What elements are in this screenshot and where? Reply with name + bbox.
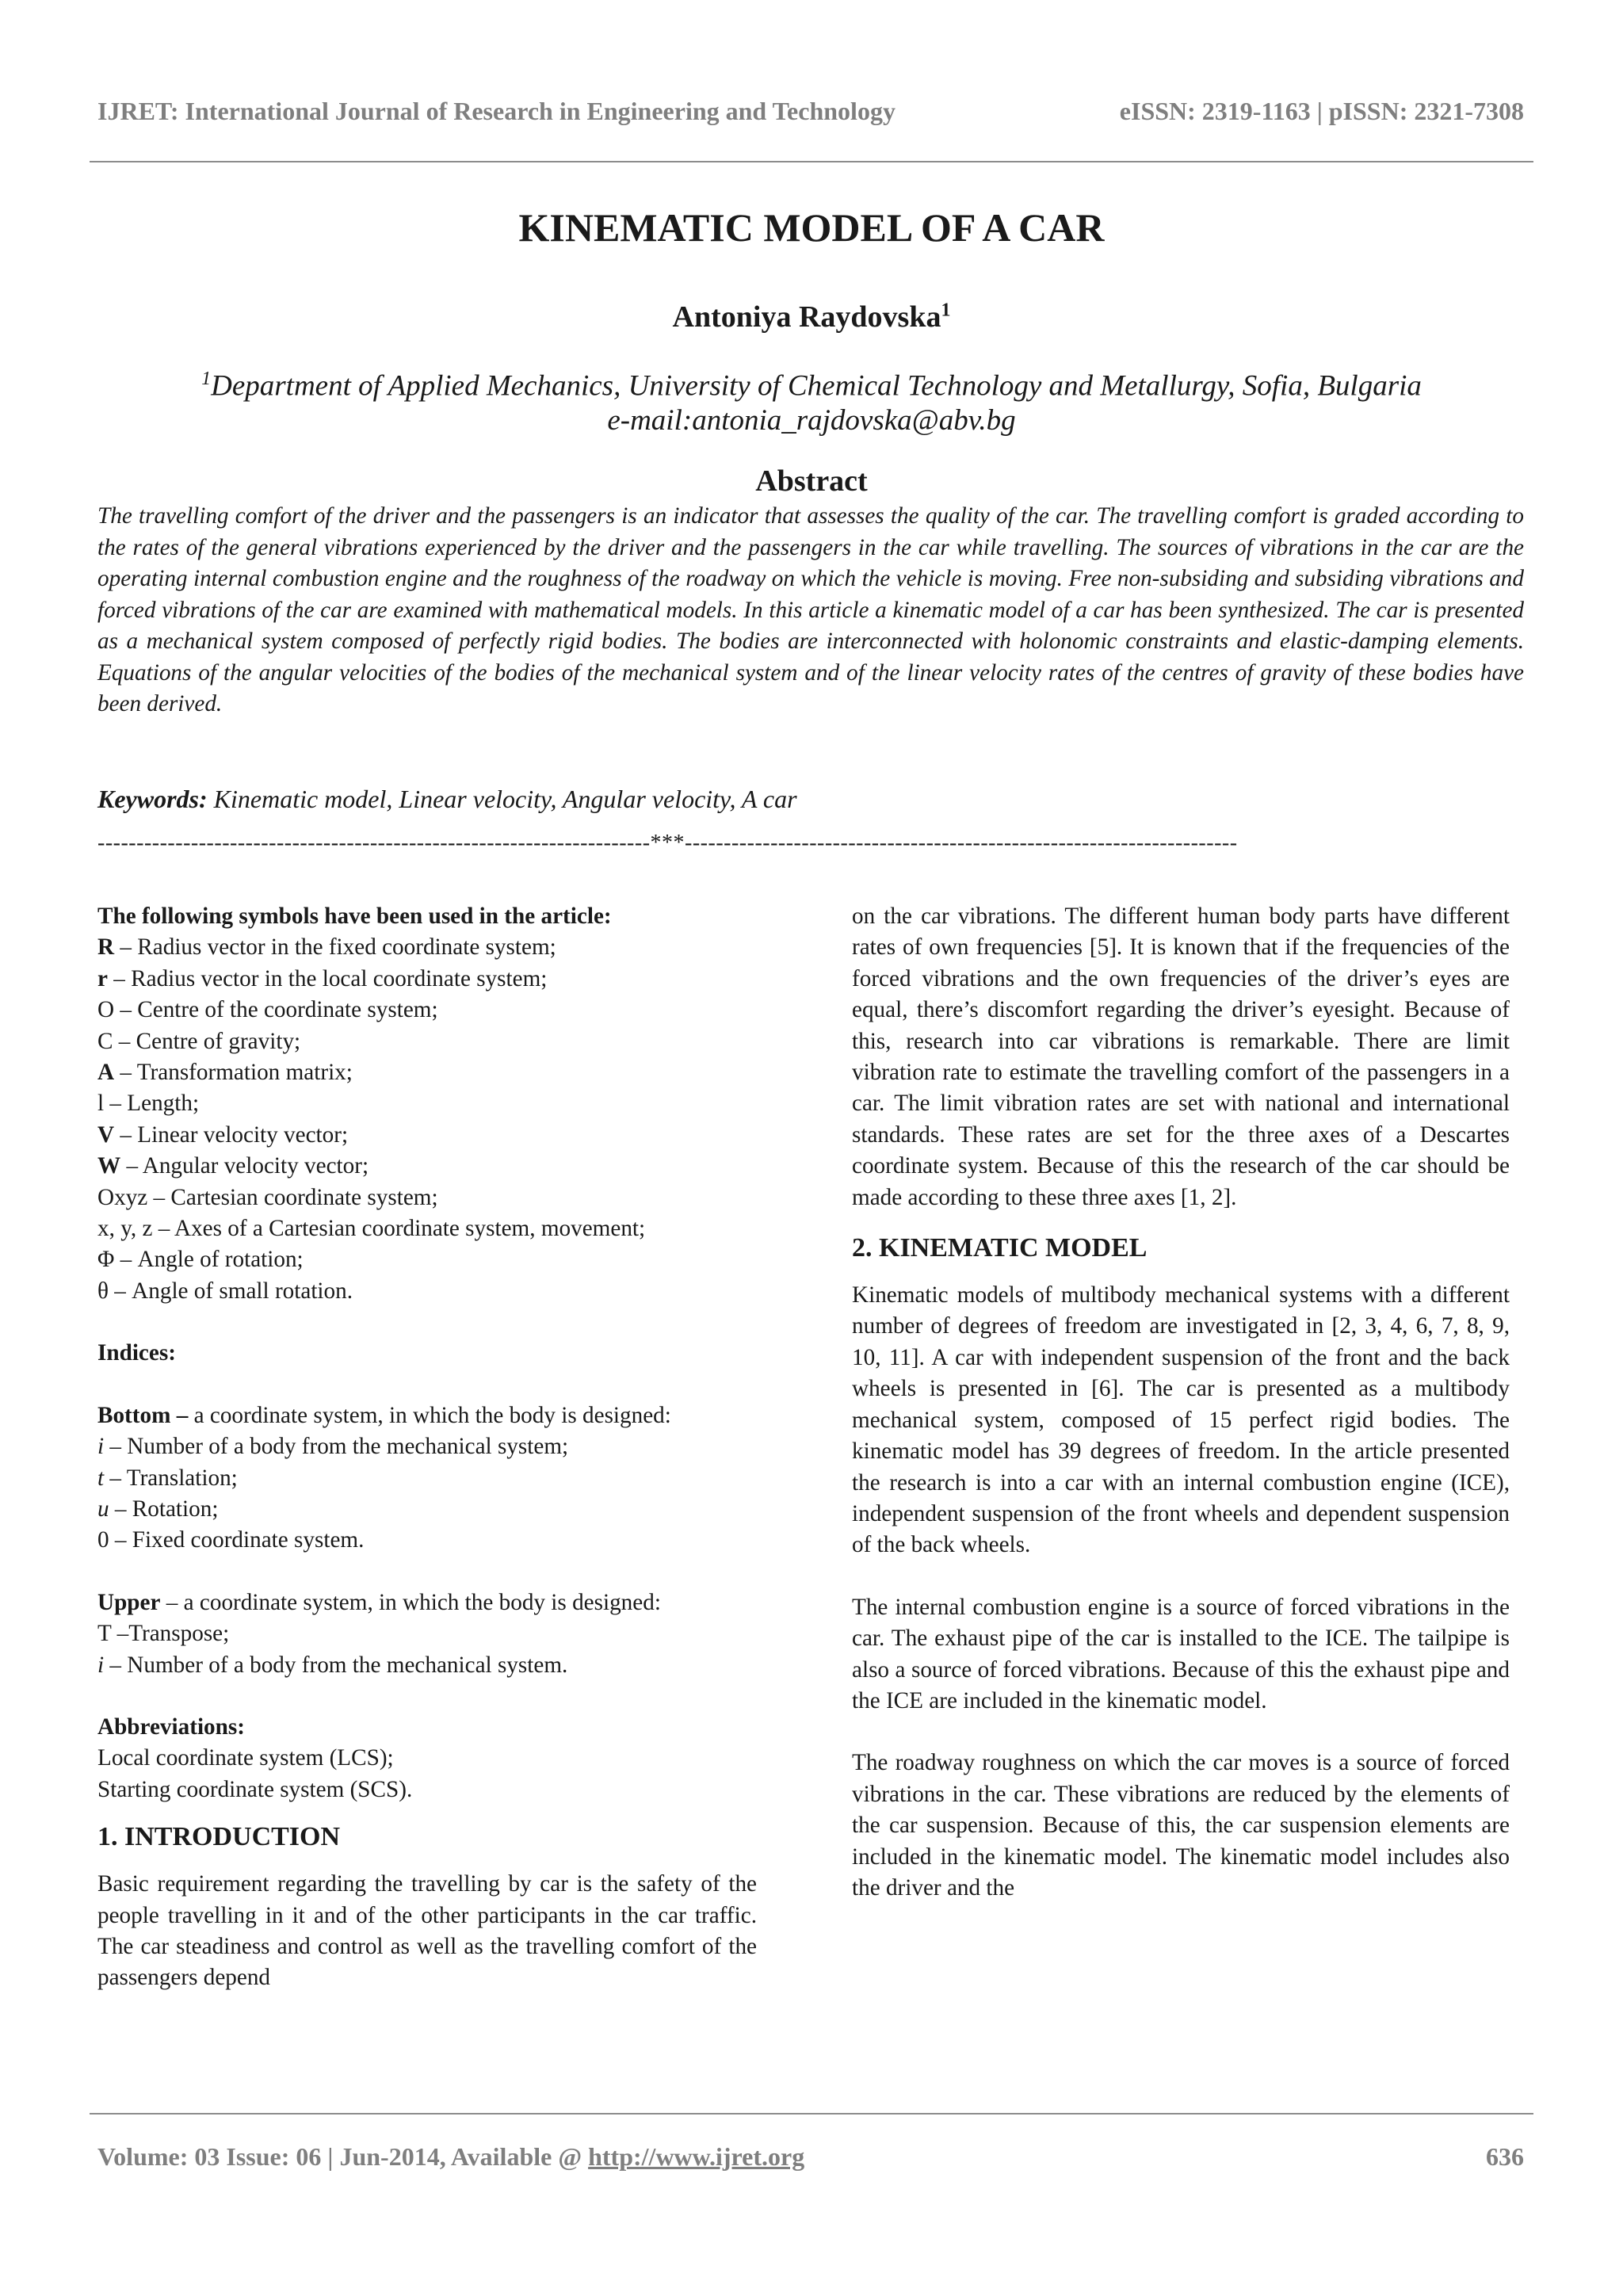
symbol-item — [97, 1057, 757, 1088]
symbol-desc: – Radius vector in the local coordinate system; — [107, 965, 548, 991]
abbreviations-heading: Abbreviations: — [97, 1713, 245, 1740]
author — [0, 300, 1623, 334]
footer-rule — [90, 2113, 1533, 2115]
index-symbol: t — [97, 1465, 105, 1491]
kinematic-paragraph: The roadway roughness on which the car moves is a source of forced vibrations in the car. These vibrations are reduced by the elements of the car suspension. Because of this, the car suspension elements are included in the kinematic model. The kinematic model includes also the driver and the — [852, 1750, 1510, 1901]
symbols-heading: The following symbols have been used in the article: — [97, 904, 612, 929]
index-item — [97, 1463, 757, 1494]
issn-info: eISSN: 2319-1163 | pISSN: 2321-7308 — [1119, 97, 1524, 125]
paper-title: KINEMATIC MODEL OF A CAR — [518, 205, 1105, 250]
symbol-desc: – Axes of a Cartesian coordinate system, movement; — [152, 1216, 646, 1242]
author-name: Antoniya Raydovska — [672, 300, 941, 334]
indices-bottom-text: a coordinate system, in which the body is designed: — [188, 1402, 671, 1428]
symbol-item — [97, 1026, 757, 1057]
affiliation-sup: 1 — [201, 369, 212, 389]
symbol-name: x, y, z — [97, 1216, 153, 1242]
symbol-desc: – Angle of rotation; — [114, 1247, 304, 1273]
kinematic-paragraph: The internal combustion engine is a source of forced vibrations in the car. The exhaust pipe of the car is installed to the ICE. The tailpipe is also a source of forced vibrations. Because of this the exhaust pipe and the ICE are included in the kinematic model. — [852, 1594, 1510, 1713]
index-desc: –Transpose; — [111, 1621, 230, 1647]
index-symbol: i — [97, 1652, 105, 1678]
symbol-item — [97, 932, 757, 963]
index-desc: – Translation; — [104, 1465, 238, 1491]
separator: -----------------------------------------------------------------------***----------------------------------------------------------------------- — [97, 831, 1238, 855]
footer-volume-text: Volume: 03 Issue: 06 | Jun-2014, Available @ — [97, 2142, 589, 2171]
symbol-name: θ — [97, 1278, 109, 1304]
symbol-name: V — [97, 1121, 115, 1148]
index-desc: – Number of a body from the mechanical system. — [104, 1652, 568, 1678]
index-symbol: u — [97, 1496, 109, 1522]
symbol-desc: – Centre of the coordinate system; — [114, 997, 438, 1023]
symbol-desc: – Centre of gravity; — [113, 1028, 301, 1054]
abbreviation-item: Local coordinate system (LCS); — [97, 1745, 394, 1771]
right-column — [852, 901, 1510, 1904]
symbol-item — [97, 1276, 757, 1307]
symbol-desc: – Angle of small rotation. — [108, 1278, 353, 1304]
symbol-desc: – Length; — [104, 1091, 200, 1117]
affiliation-email: e-mail:antonia_rajdovska@abv.bg — [607, 404, 1016, 437]
abbreviation-item: Starting coordinate system (SCS). — [97, 1776, 413, 1802]
symbol-item — [97, 1088, 757, 1119]
symbol-item — [97, 964, 757, 995]
introduction-text: Basic requirement regarding the travelling by car is the safety of the people travelling in it and of the other participants in the car traffic. The car steadiness and control as well as the travelling comfort of the passengers depend — [97, 1871, 757, 1991]
symbol-desc: – Angular velocity vector; — [120, 1153, 369, 1179]
left-column — [97, 901, 757, 1994]
introduction-continued: on the car vibrations. The different human body parts have different rates of own frequencies [5]. It is known that if the frequencies of the forced vibrations and the own frequencies of the driver’s eyes are equal, there’s discomfort regarding the driver’s eyesight. Because of this, research into car vibrations is remarkable. There are limit vibration rate to estimate the travelling comfort of the passengers in a car. The limit vibration rates are set with national and international standards. These rates are set for the three axes of a Descartes coordinate system. Because of this the research of the car should be made according to these three axes [1, 2]. — [852, 904, 1510, 1210]
keywords — [97, 785, 797, 814]
symbol-desc: – Transformation matrix; — [114, 1060, 353, 1086]
symbol-name: Φ — [97, 1247, 115, 1273]
symbol-item — [97, 1244, 757, 1275]
symbol-item — [97, 1182, 757, 1213]
index-item — [97, 1494, 757, 1525]
journal-name: IJRET: International Journal of Research in Engineering and Technology — [97, 97, 896, 125]
kinematic-heading: 2. KINEMATIC MODEL — [852, 1233, 1148, 1263]
index-symbol: i — [97, 1434, 105, 1460]
symbol-name: R — [97, 934, 115, 961]
symbol-name: A — [97, 1060, 115, 1086]
symbol-name: Oxyz — [97, 1184, 148, 1210]
journal-link[interactable]: http://www.ijret.org — [588, 2142, 805, 2171]
index-desc: – Number of a body from the mechanical system; — [104, 1434, 569, 1460]
indices-upper-text: – a coordinate system, in which the body is designed: — [160, 1589, 661, 1615]
abstract-heading: Abstract — [755, 464, 868, 498]
index-desc: – Fixed coordinate system. — [109, 1527, 365, 1553]
introduction-heading: 1. INTRODUCTION — [97, 1822, 341, 1852]
symbol-item — [97, 1151, 757, 1182]
symbol-desc: – Radius vector in the fixed coordinate system; — [114, 934, 556, 961]
running-header — [97, 97, 1524, 135]
affiliation-department: Department of Applied Mechanics, University of Chemical Technology and Metallurgy, Sofia, Bulgaria — [211, 369, 1422, 403]
symbol-desc: – Linear velocity vector; — [114, 1121, 349, 1148]
header-rule — [90, 161, 1533, 162]
indices-bottom — [97, 1400, 757, 1431]
index-desc: – Rotation; — [109, 1496, 219, 1522]
index-item — [97, 1431, 757, 1462]
indices-upper — [97, 1587, 757, 1618]
symbol-desc: – Cartesian coordinate system; — [147, 1184, 438, 1210]
symbol-name: l — [97, 1091, 105, 1117]
author-sup: 1 — [941, 300, 951, 321]
footer-volume — [97, 2142, 804, 2172]
page-number: 636 — [1486, 2142, 1524, 2171]
symbol-name: O — [97, 997, 115, 1023]
index-item — [97, 1618, 757, 1649]
kinematic-paragraph: Kinematic models of multibody mechanical systems with a different number of degrees of freedom are investigated in [2, 3, 4, 6, 7, 8, 9, 10, 11]. A car with independent suspension of the front and the back wheels is presented in [6]. The car is presented as a multibody mechanical system, composed of 15 perfect rigid bodies. The kinematic model has 39 degrees of freedom. In the article presented the research is into a car with an internal combustion engine (ICE), independent suspension of the front wheels and dependent suspension of the back wheels. — [852, 1282, 1510, 1558]
indices-heading: Indices: — [97, 1340, 176, 1366]
symbol-name: C — [97, 1028, 113, 1054]
abstract-text: The travelling comfort of the driver and the passengers is an indicator that assesses the quality of the car. The travelling comfort is graded according to the rates of the general vibrations experienced by the driver and the passengers in the car while travelling. The sources of vibrations in the car are the operating internal combustion engine and the roughness of the roadway on which the vehicle is moving. Free non-subsiding and subsiding vibrations and forced vibrations of the car are examined with mathematical models. In this article a kinematic model of a car has been synthesized. The car is presented as a mechanical system composed of perfectly rigid bodies. The bodies are interconnected with holonomic constraints and elastic-damping elements. Equations of the angular velocities of the bodies of the mechanical system and of the linear velocity rates of the centres of gravity of these bodies have been derived. — [97, 503, 1524, 716]
symbol-item — [97, 1213, 757, 1244]
index-symbol: T — [97, 1621, 112, 1647]
keywords-text: Kinematic model, Linear velocity, Angular velocity, A car — [207, 785, 797, 813]
index-symbol: 0 — [97, 1527, 109, 1553]
symbol-name: W — [97, 1153, 121, 1179]
keywords-label: Keywords: — [97, 785, 208, 813]
symbol-item — [97, 995, 757, 1026]
index-item — [97, 1525, 757, 1556]
affiliation — [0, 361, 1623, 438]
symbol-name: r — [97, 965, 108, 991]
index-item — [97, 1650, 757, 1681]
indices-upper-label: Upper — [97, 1589, 161, 1615]
indices-bottom-label: Bottom – — [97, 1402, 189, 1428]
symbol-item — [97, 1120, 757, 1151]
